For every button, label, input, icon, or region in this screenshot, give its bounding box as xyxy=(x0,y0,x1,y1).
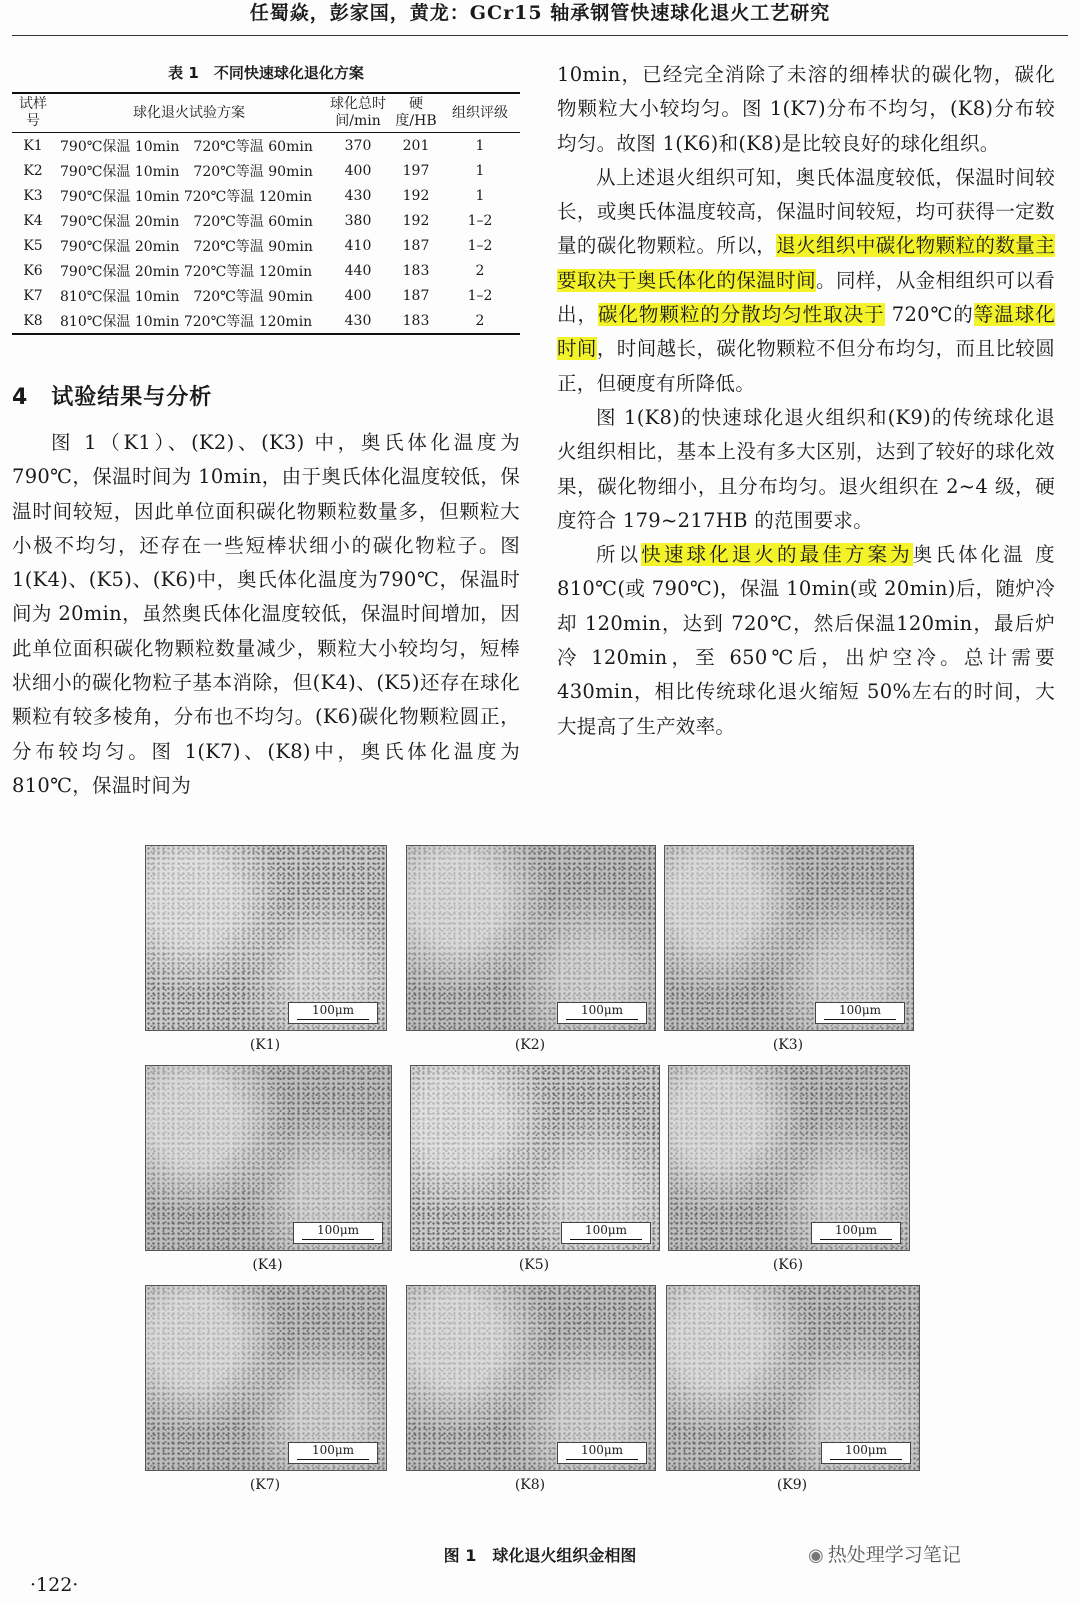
table-row xyxy=(12,283,520,308)
right-paragraph-3: 图 1(K8)的快速球化退火组织和(K9)的传统球化退火组织相比，基本上没有多大区别，达到了较好的球化效果，碳化物细小，且分布均匀。退火组织在 2~4 级，硬度符合 179~217HB 的范围要求。 xyxy=(557,405,1055,532)
highlight: 退火组织中碳化物颗粒的数量主要取决于奥氏体化的保温时间 xyxy=(557,234,1055,292)
cell-sample: K5 xyxy=(23,237,43,254)
micrograph-panel xyxy=(410,1065,660,1251)
cell-scheme: 790℃保温 10min 720℃等温 90min xyxy=(60,163,313,180)
cell-sample: K2 xyxy=(23,162,43,179)
annealing-table xyxy=(12,92,520,335)
right-paragraph-4 xyxy=(557,538,1055,744)
panel-label: (K9) xyxy=(776,1477,808,1493)
cell-time: 370 xyxy=(344,137,372,154)
text-run: 从上述退火组织可知，奥氏体温度较低，保温时间较长，或奥氏体温度较高，保温时间较短，均可获得一定数量的碳化物颗粒。所以， xyxy=(557,165,1055,258)
cell-hardness: 192 xyxy=(402,212,430,229)
cell-grade: 1–2 xyxy=(467,212,493,229)
micrograph-panel xyxy=(145,1065,392,1251)
left-paragraph-1: 图 1（K1）、(K2)、(K3) 中，奥氏体化温度为790℃，保温时间为 10min，由于奥氏体化温度较低，保温时间较短，因此单位面积碳化物颗粒数量多，但颗粒大小极不均匀，还存在一些短棒状细小的碳化物粒子。图 1(K4)、(K5)、(K6)中，奥氏体化温度为790℃，保温时间为 20min，虽然奥氏体化温度较低，保温时间增加，因此单位面积碳化物颗粒数量减少，颗粒大小较均匀，短棒状细小的碳化物粒子基本消除，但(K4)、(K5)还存在球化颗粒有较多棱角，分布也不均匀。(K6)碳化物颗粒圆正，分布较均匀。图 1(K7)、(K8)中，奥氏体化温度为 810℃，保温时间为 xyxy=(12,431,520,797)
th-grade: 组织评级 xyxy=(452,104,508,121)
cell-grade: 1 xyxy=(475,137,485,154)
cell-hardness: 187 xyxy=(402,287,430,304)
micrograph-panel xyxy=(145,845,387,1031)
panel-label: (K6) xyxy=(772,1257,804,1273)
scale-bar: 100μm xyxy=(821,1442,911,1464)
cell-scheme: 790℃保温 10min 720℃等温 60min xyxy=(60,138,313,155)
cell-grade: 2 xyxy=(475,262,485,279)
cell-hardness: 183 xyxy=(402,262,430,279)
table-row xyxy=(12,258,520,283)
scale-bar: 100μm xyxy=(811,1222,901,1244)
cell-grade: 1 xyxy=(475,187,485,204)
right-paragraph-1: 10min，已经完全消除了未溶的细棒状的碳化物，碳化物颗粒大小较均匀。图 1(K7)分布不均匀，(K8)分布较均匀。故图 1(K6)和(K8)是比较良好的球化组织。 xyxy=(557,63,1055,155)
cell-time: 440 xyxy=(344,262,372,279)
text-run: 720℃的 xyxy=(884,303,974,327)
panel-label: (K1) xyxy=(249,1037,281,1053)
wechat-icon: ◉ xyxy=(808,1545,824,1566)
panel-label: (K4) xyxy=(252,1257,283,1273)
cell-hardness: 197 xyxy=(402,162,430,179)
cell-scheme: 790℃保温 20min 720℃等温 120min xyxy=(60,263,313,280)
text-run: 所以 xyxy=(596,543,642,567)
scale-bar: 100μm xyxy=(815,1002,905,1024)
cell-time: 410 xyxy=(344,237,372,254)
cell-sample: K4 xyxy=(23,212,43,229)
table-header-row xyxy=(12,93,520,133)
table-caption: 表 1 不同快速球化退化方案 xyxy=(168,64,364,82)
cell-hardness: 192 xyxy=(402,187,430,204)
highlight: 快速球化退火的最佳方案为 xyxy=(641,543,913,567)
table-row xyxy=(12,233,520,258)
cell-grade: 1–2 xyxy=(467,287,493,304)
th-time: 球化总时间/min xyxy=(330,96,386,129)
table-row xyxy=(12,208,520,233)
micrograph-panel xyxy=(145,1285,387,1471)
micrograph-panel xyxy=(668,1065,910,1251)
cell-time: 380 xyxy=(344,212,372,229)
micrograph-panel xyxy=(406,1285,656,1471)
cell-hardness: 201 xyxy=(402,137,430,154)
cell-hardness: 183 xyxy=(402,312,430,329)
watermark-text: 热处理学习笔记 xyxy=(827,1544,961,1566)
cell-time: 400 xyxy=(344,287,372,304)
left-column xyxy=(12,426,520,803)
cell-scheme: 810℃保温 10min 720℃等温 90min xyxy=(60,288,313,305)
cell-sample: K6 xyxy=(23,262,43,279)
cell-grade: 1–2 xyxy=(467,237,493,254)
table-row xyxy=(12,158,520,183)
panel-label: (K2) xyxy=(514,1037,546,1053)
page-number: ·122· xyxy=(30,1574,79,1596)
cell-scheme: 810℃保温 10min 720℃等温 120min xyxy=(60,313,313,330)
panel-label: (K8) xyxy=(514,1477,546,1493)
micrograph-panel xyxy=(664,845,914,1031)
table-row xyxy=(12,183,520,208)
th-sample: 试样号 xyxy=(19,96,47,129)
section-title: 4 试验结果与分析 xyxy=(12,385,213,410)
cell-scheme: 790℃保温 10min 720℃等温 120min xyxy=(60,188,313,205)
th-scheme: 球化退火试验方案 xyxy=(133,104,245,121)
header-rule xyxy=(12,35,1068,36)
scale-bar: 100μm xyxy=(293,1222,383,1244)
cell-time: 430 xyxy=(344,312,372,329)
micrograph-panel xyxy=(406,845,656,1031)
panel-label: (K7) xyxy=(249,1477,281,1493)
cell-scheme: 790℃保温 20min 720℃等温 60min xyxy=(60,213,313,230)
cell-sample: K1 xyxy=(23,137,43,154)
cell-grade: 1 xyxy=(475,162,485,179)
figure-caption: 图 1 球化退火组织金相图 xyxy=(443,1546,637,1565)
highlight: 等温球化时间 xyxy=(557,303,1055,361)
cell-grade: 2 xyxy=(475,312,485,329)
text-run: 。同样，从金相组织可以看出， xyxy=(557,268,1055,327)
text-run: ，时间越长，碳化物颗粒不但分布均匀，而且比较圆正，但硬度有所降低。 xyxy=(557,337,1055,395)
scale-bar: 100μm xyxy=(557,1442,647,1464)
cell-time: 430 xyxy=(344,187,372,204)
highlight: 碳化物颗粒的分散均匀性取决于 xyxy=(597,303,885,327)
cell-scheme: 790℃保温 20min 720℃等温 90min xyxy=(60,238,313,255)
cell-sample: K3 xyxy=(23,187,43,204)
text-run: 奥氏体化温 度 810℃(或 790℃)，保温 10min(或 20min)后，随炉冷却 120min，达到 720℃，然后保温120min，最后炉冷 120min，至 650℃后，出炉空冷。总计需要 430min，相比传统球化退火缩短 50%左右的时间，大大提高了生产效率。 xyxy=(557,543,1055,738)
right-paragraph-2 xyxy=(557,161,1055,401)
running-header: 任蜀焱，彭家国，黄龙：GCr15 轴承钢管快速球化退火工艺研究 xyxy=(249,2,831,24)
scale-bar: 100μm xyxy=(288,1002,378,1024)
micrograph-panel xyxy=(666,1285,920,1471)
cell-sample: K7 xyxy=(23,287,43,304)
th-hardness: 硬度/HB xyxy=(395,96,437,129)
scale-bar: 100μm xyxy=(557,1002,647,1024)
right-column xyxy=(557,58,1055,744)
watermark xyxy=(808,1540,961,1567)
table-row xyxy=(12,308,520,334)
table-row xyxy=(12,133,520,159)
cell-time: 400 xyxy=(344,162,372,179)
panel-label: (K5) xyxy=(518,1257,550,1273)
panel-label: (K3) xyxy=(772,1037,804,1053)
cell-hardness: 187 xyxy=(402,237,430,254)
scale-bar: 100μm xyxy=(561,1222,651,1244)
cell-sample: K8 xyxy=(23,312,43,329)
scale-bar: 100μm xyxy=(288,1442,378,1464)
